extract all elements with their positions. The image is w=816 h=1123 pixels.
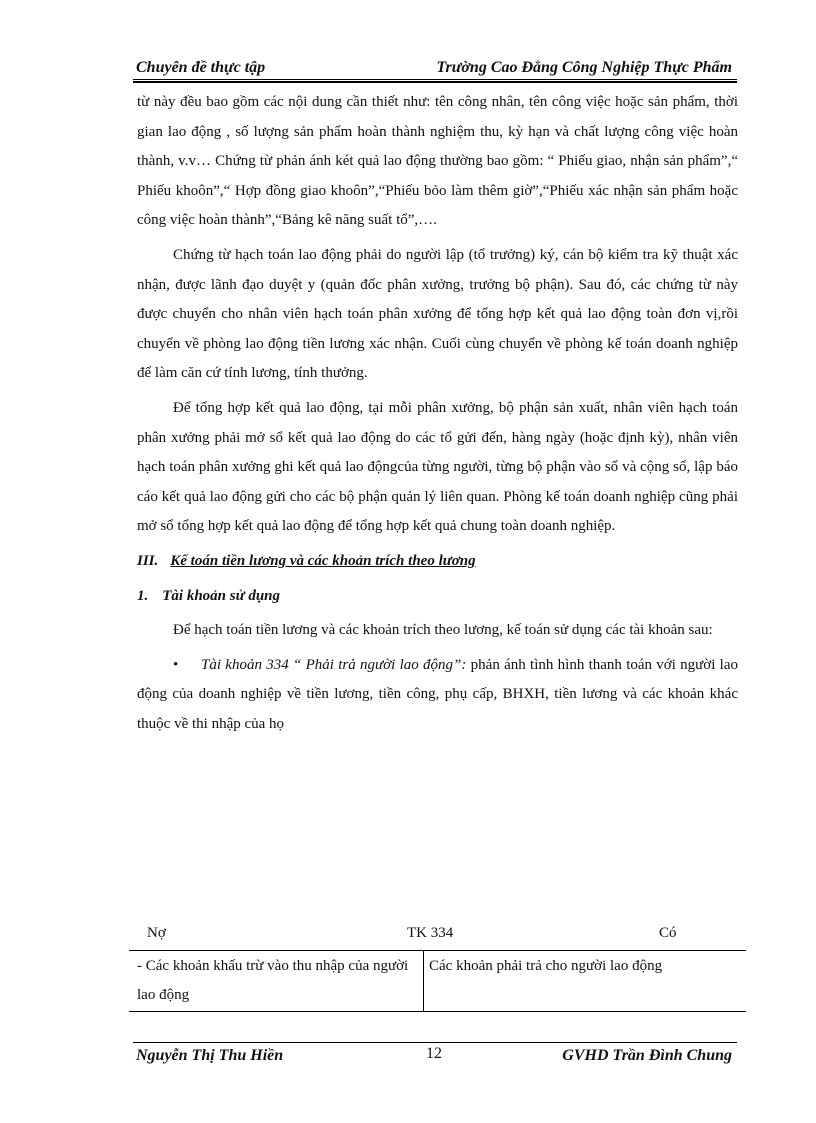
- header-left: Chuyên đề thực tập: [136, 59, 266, 76]
- t-account-header: [129, 922, 746, 948]
- header-rule: [133, 79, 737, 83]
- page-footer: [136, 1045, 736, 1071]
- credit-cell: Các khoản phải trả cho người lao động: [429, 958, 663, 974]
- bullet-label: Tài khoản 334 “ Phải trả người lao động”:: [201, 656, 467, 673]
- footer-rule: [133, 1042, 737, 1043]
- intro-paragraph: Để hạch toán tiền lương và các khoản trích theo lương, kế toán sử dụng các tài khoản sau:: [173, 622, 713, 639]
- paragraph-2: Chứng từ hạch toán lao động phải do người lập (tổ trưởng) ký, cán bộ kiểm tra kỹ thuật xác nhận, được lãnh đạo duyệt y (quản đốc phân xưởng, trưởng bộ phận). Sau đó, các chứng từ này được chuyển cho nhân viên hạch toán phân xưởng để tổng hợp kết quả lao động toàn đơn vị,rồi chuyển về phòng lao động tiền lương xác nhận. Cuối cùng chuyển về phòng kế toán doanh nghiệp để làm căn cứ tính lương, tính thưởng.: [137, 246, 738, 382]
- t-account-divider: [423, 950, 424, 1012]
- debit-cell: - Các khoản khấu trừ vào thu nhập của người lao động: [137, 958, 409, 1003]
- credit-label: Có: [659, 925, 677, 941]
- bullet-text: phản ánh tình hình thanh toán với người lao động của doanh nghiệp về tiền lương, tiền công, phụ cấp, BHXH, tiền lương và các khoản khác thuộc về thi nhập của họ: [137, 656, 738, 732]
- footer-author: Nguyễn Thị Thu Hiền: [136, 1047, 284, 1064]
- header-right: Trường Cao Đẳng Công Nghiệp Thực Phẩm: [436, 59, 732, 76]
- page-number: 12: [426, 1045, 442, 1062]
- subsection-title: Tài khoản sử dụng: [162, 587, 281, 604]
- t-account-bottom-line: [129, 1011, 746, 1012]
- t-account-table: [129, 922, 746, 1003]
- subsection-heading: [137, 582, 738, 612]
- document-body: [137, 88, 738, 744]
- bullet-item: [137, 651, 738, 740]
- paragraph-1: từ này đều bao gồm các nội dung cần thiết như: tên công nhân, tên công việc hoặc sản phẩm, thời gian lao động , số lượng sản phẩm hoàn thành nghiệm thu, kỳ hạn và chất lượng công việc hoàn thành, v.v… Chứng từ phản ánh két quả lao động thường bao gồm: “ Phiếu giao, nhận sản phẩm”,“ Phiếu khoôn”,“ Hợp đồng giao khoôn”,“Phiếu bỏo làm thêm giờ”,“Phiếu xác nhận sản phẩm hoặc công việc hoàn thành”,“Bảng kê năng suất tổ”,….: [137, 94, 738, 229]
- footer-advisor: GVHD Trần Đình Chung: [562, 1047, 732, 1064]
- paragraph-3: Để tổng hợp kết quả lao động, tại mỗi phân xưởng, bộ phận sản xuất, nhân viên hạch toán phân xưởng phải mở sổ kết quả lao động do các tổ gửi đến, hàng ngày (hoặc định kỳ), nhân viên hạch toán phân xưởng ghi kết quả lao độngcủa từng người, từng bộ phận vào sổ và cộng sổ, lập báo cáo kết quả lao động gửi cho các bộ phận quản lý liên quan. Phòng kế toán doanh nghiệp cũng phải mở sổ tổng hợp kết quả lao động để tổng hợp kết quả chung toàn doanh nghiệp.: [137, 399, 738, 535]
- section-title: Kế toán tiền lương và các khoản trích theo lương: [170, 552, 476, 569]
- section-heading: [137, 547, 738, 577]
- page-header: [136, 55, 736, 81]
- subsection-number: 1.: [137, 587, 149, 604]
- account-label: TK 334: [407, 925, 454, 941]
- t-account-top-line: [129, 950, 746, 951]
- bullet-dot-icon: •: [173, 656, 179, 673]
- debit-label: Nợ: [147, 925, 166, 941]
- section-number: III.: [137, 552, 159, 569]
